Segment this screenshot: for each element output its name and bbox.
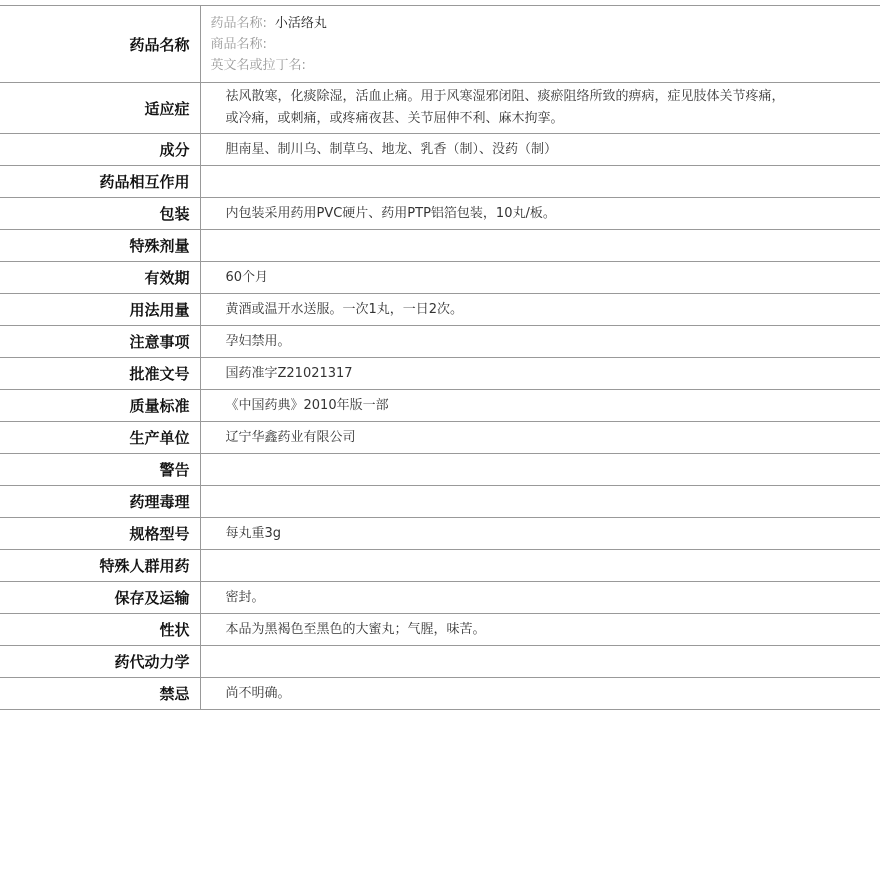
generic-name-value: 小活络丸: [274, 15, 327, 31]
quality-standard-value: 《中国药典》2010年版一部: [225, 397, 389, 413]
contraindications-label: 禁忌: [0, 678, 200, 710]
pharmacokinetics-value: [200, 646, 880, 678]
drug-name-label: 药品名称: [0, 6, 200, 83]
pharmacology-row: [0, 486, 880, 518]
special-dosage-label: 特殊剂量: [0, 230, 200, 262]
manufacturer-row: [0, 422, 880, 454]
trade-name-line: [211, 34, 880, 55]
drug-name-values: [200, 6, 880, 83]
special-population-row: [0, 550, 880, 582]
interactions-label: 药品相互作用: [0, 166, 200, 198]
dosage-label: 用法用量: [0, 294, 200, 326]
packaging-value: 内包装采用药用PVC硬片、药用PTP铝箔包装，10丸/板。: [225, 205, 556, 221]
ingredients-label: 成分: [0, 134, 200, 166]
precautions-row: [0, 326, 880, 358]
manufacturer-label: 生产单位: [0, 422, 200, 454]
indications-label: 适应症: [0, 83, 200, 134]
description-label: 性状: [0, 614, 200, 646]
drug-name-row: [0, 6, 880, 83]
interactions-value: [200, 166, 880, 198]
specification-row: [0, 518, 880, 550]
specification-label: 规格型号: [0, 518, 200, 550]
generic-name-line: [211, 13, 880, 34]
packaging-label: 包装: [0, 198, 200, 230]
generic-name-label: 药品名称:: [210, 15, 267, 31]
latin-name-line: [211, 55, 880, 76]
storage-label: 保存及运输: [0, 582, 200, 614]
indications-row: [0, 83, 880, 134]
ingredients-value: 胆南星、制川乌、制草乌、地龙、乳香（制）、没药（制）: [225, 141, 558, 157]
shelf-life-row: [0, 262, 880, 294]
pharmacokinetics-row: [0, 646, 880, 678]
approval-number-label: 批准文号: [0, 358, 200, 390]
latin-name-label: 英文名或拉丁名:: [210, 57, 306, 73]
contraindications-row: [0, 678, 880, 710]
interactions-row: [0, 166, 880, 198]
pharmacokinetics-label: 药代动力学: [0, 646, 200, 678]
shelf-life-label: 有效期: [0, 262, 200, 294]
storage-row: [0, 582, 880, 614]
warning-row: [0, 454, 880, 486]
approval-number-row: [0, 358, 880, 390]
precautions-value: 孕妇禁用。: [225, 333, 291, 349]
contraindications-value: 尚不明确。: [225, 685, 291, 701]
description-value: 本品为黑褐色至黑色的大蜜丸；气腥，味苦。: [225, 621, 486, 637]
indications-value-cell: [200, 83, 880, 134]
drug-info-table: [0, 5, 880, 710]
indications-value: 祛风散寒，化痰除湿，活血止痛。用于风寒湿邪闭阻、痰瘀阻络所致的痹病，症见肢体关节疼痛，或冷痛，或刺痛，或疼痛夜甚、关节屈伸不利、麻木拘挛。: [225, 89, 785, 126]
special-population-value: [200, 550, 880, 582]
quality-standard-label: 质量标准: [0, 390, 200, 422]
trade-name-label: 商品名称:: [210, 36, 267, 52]
dosage-value: 黄酒或温开水送服。一次1丸，一日2次。: [225, 301, 464, 317]
warning-value: [200, 454, 880, 486]
ingredients-row: [0, 134, 880, 166]
shelf-life-value: 60个月: [225, 269, 269, 285]
specification-value: 每丸重3g: [225, 525, 282, 541]
storage-value: 密封。: [225, 589, 265, 605]
description-row: [0, 614, 880, 646]
pharmacology-label: 药理毒理: [0, 486, 200, 518]
special-dosage-row: [0, 230, 880, 262]
quality-standard-row: [0, 390, 880, 422]
special-dosage-value: [200, 230, 880, 262]
pharmacology-value: [200, 486, 880, 518]
manufacturer-value: 辽宁华鑫药业有限公司: [225, 429, 356, 445]
packaging-row: [0, 198, 880, 230]
precautions-label: 注意事项: [0, 326, 200, 358]
dosage-row: [0, 294, 880, 326]
warning-label: 警告: [0, 454, 200, 486]
approval-number-value: 国药准字Z21021317: [225, 365, 353, 381]
special-population-label: 特殊人群用药: [0, 550, 200, 582]
